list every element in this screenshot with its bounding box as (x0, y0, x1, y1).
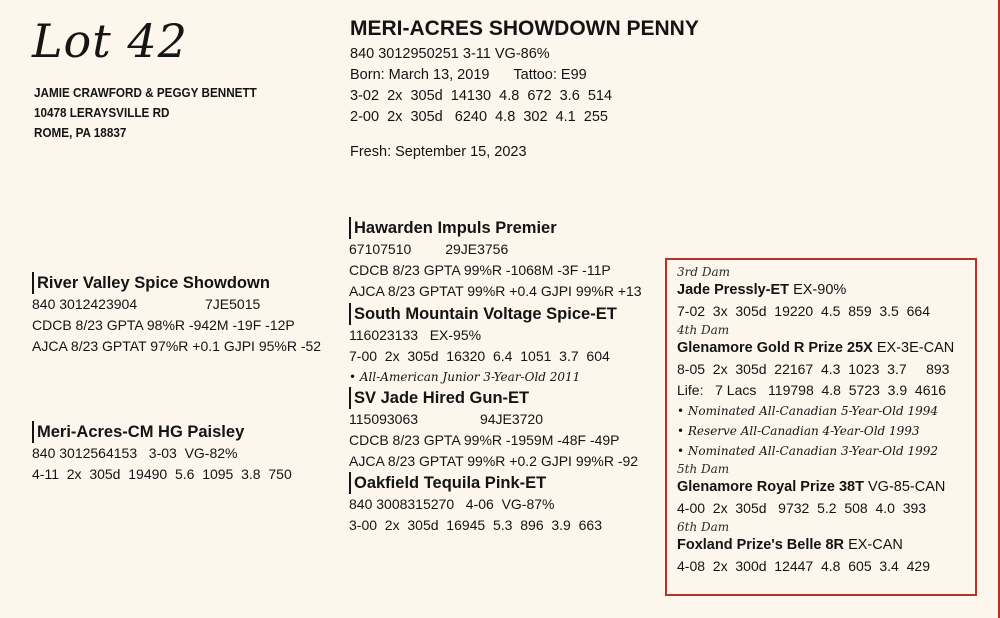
consignor-street: 10478 LERAYSVILLE RD (34, 105, 170, 120)
fifth-dam-classification: VG-85-CAN (868, 479, 946, 495)
fourth-dam-lifetime: Life: 7 Lacs 119798 4.8 5723 3.9 4616 (677, 382, 947, 398)
consignor-address (34, 83, 257, 143)
maternal-sire-reg: 115093063 (349, 411, 419, 427)
animal-name: MERI-ACRES SHOWDOWN PENNY (350, 17, 699, 40)
animal-fresh-date: Fresh: September 15, 2023 (350, 144, 527, 160)
fifth-dam-label: 5th Dam (677, 462, 730, 476)
paternal-sire-reg-line (349, 239, 659, 260)
dam-block (32, 421, 342, 485)
maternal-dam-record: 3-00 2x 305d 16945 5.3 896 3.9 663 (349, 517, 602, 533)
consignor-names: JAMIE CRAWFORD & PEGGY BENNETT (34, 85, 257, 100)
maternal-dam-reg-line: 840 3008315270 4-06 VG-87% (349, 496, 555, 512)
fourth-dam-name: Glenamore Gold R Prize 25X (677, 340, 873, 356)
paternal-sire-block (349, 217, 659, 302)
maternal-sire-name: SV Jade Hired Gun-ET (349, 387, 659, 409)
maternal-sire-block (349, 387, 659, 472)
fourth-dam-award: • Nominated All-Canadian 5-Year-Old 1994 (677, 404, 938, 418)
paternal-dam-award: • All-American Junior 3-Year-Old 2011 (349, 370, 581, 384)
animal-record: 3-02 2x 305d 14130 4.8 672 3.6 514 (350, 88, 613, 104)
fifth-dam-record: 4-00 2x 305d 9732 5.2 508 4.0 393 (677, 500, 927, 516)
consignor-city: ROME, PA 18837 (34, 125, 127, 140)
third-dam-label: 3rd Dam (677, 265, 731, 279)
fourth-dam-award: • Reserve All-Canadian 4-Year-Old 1993 (677, 424, 920, 438)
paternal-sire-code: 29JE3756 (445, 241, 509, 257)
third-dam-record: 7-02 3x 305d 19220 4.5 859 3.5 664 (677, 303, 930, 319)
sire-reg: 840 3012423904 (32, 296, 138, 312)
sixth-dam-classification: EX-CAN (848, 537, 903, 553)
animal-born: Born: March 13, 2019 (350, 67, 490, 83)
maternal-sire-evaluation: AJCA 8/23 GPTAT 99%R +0.2 GJPI 99%R -92 (349, 453, 639, 469)
sire-name: River Valley Spice Showdown (32, 272, 342, 294)
fifth-dam-name-line (677, 477, 975, 498)
sire-evaluation: AJCA 8/23 GPTAT 97%R +0.1 GJPI 95%R -52 (32, 338, 322, 354)
paternal-sire-evaluation: AJCA 8/23 GPTAT 99%R +0.4 GJPI 99%R +13 (349, 283, 642, 299)
maternal-dam-name: Oakfield Tequila Pink-ET (349, 472, 659, 494)
sixth-dam-name-line (677, 535, 975, 556)
fourth-dam-record: 8-05 2x 305d 22167 4.3 1023 3.7 893 (677, 361, 950, 377)
paternal-dam-reg-line: 116023133 EX-95% (349, 327, 482, 343)
dam-record: 4-11 2x 305d 19490 5.6 1095 3.8 750 (32, 466, 292, 482)
sixth-dam-label: 6th Dam (677, 520, 730, 534)
dam-lineage-box (665, 258, 977, 596)
sixth-dam-record: 4-08 2x 300d 12447 4.8 605 3.4 429 (677, 558, 930, 574)
paternal-dam-block (349, 303, 659, 387)
sire-evaluation: CDCB 8/23 GPTA 98%R -942M -19F -12P (32, 317, 295, 333)
maternal-sire-reg-line (349, 409, 659, 430)
fourth-dam-award: • Nominated All-Canadian 3-Year-Old 1992 (677, 444, 938, 458)
fourth-dam-name-line (677, 338, 975, 359)
sire-code: 7JE5015 (205, 296, 261, 312)
animal-born-line (350, 65, 770, 86)
sire-block (32, 272, 342, 357)
sire-reg-line (32, 294, 342, 315)
fourth-dam-label: 4th Dam (677, 323, 730, 337)
third-dam-classification: EX-90% (793, 282, 847, 298)
animal-tattoo: Tattoo: E99 (513, 67, 587, 83)
maternal-sire-code: 94JE3720 (479, 411, 543, 427)
lot-number: Lot 42 (32, 14, 188, 68)
dam-reg-line: 840 3012564153 3-03 VG-82% (32, 445, 238, 461)
paternal-dam-name: South Mountain Voltage Spice-ET (349, 303, 659, 325)
fourth-dam-classification: EX-3E-CAN (876, 340, 955, 356)
third-dam-name: Jade Pressly-ET (677, 282, 790, 298)
dam-name: Meri-Acres-CM HG Paisley (32, 421, 342, 443)
paternal-sire-reg: 67107510 (349, 241, 412, 257)
maternal-dam-block (349, 472, 659, 536)
sixth-dam-name: Foxland Prize's Belle 8R (677, 537, 845, 553)
fifth-dam-name: Glenamore Royal Prize 38T (677, 479, 864, 495)
paternal-dam-record: 7-00 2x 305d 16320 6.4 1051 3.7 604 (349, 348, 610, 364)
animal-header (350, 15, 770, 163)
paternal-sire-evaluation: CDCB 8/23 GPTA 99%R -1068M -3F -11P (349, 262, 611, 278)
animal-id-line: 840 3012950251 3-11 VG-86% (350, 46, 550, 62)
third-dam-name-line (677, 280, 975, 301)
animal-record: 2-00 2x 305d 6240 4.8 302 4.1 255 (350, 109, 608, 125)
paternal-sire-name: Hawarden Impuls Premier (349, 217, 659, 239)
maternal-sire-evaluation: CDCB 8/23 GPTA 99%R -1959M -48F -49P (349, 432, 620, 448)
